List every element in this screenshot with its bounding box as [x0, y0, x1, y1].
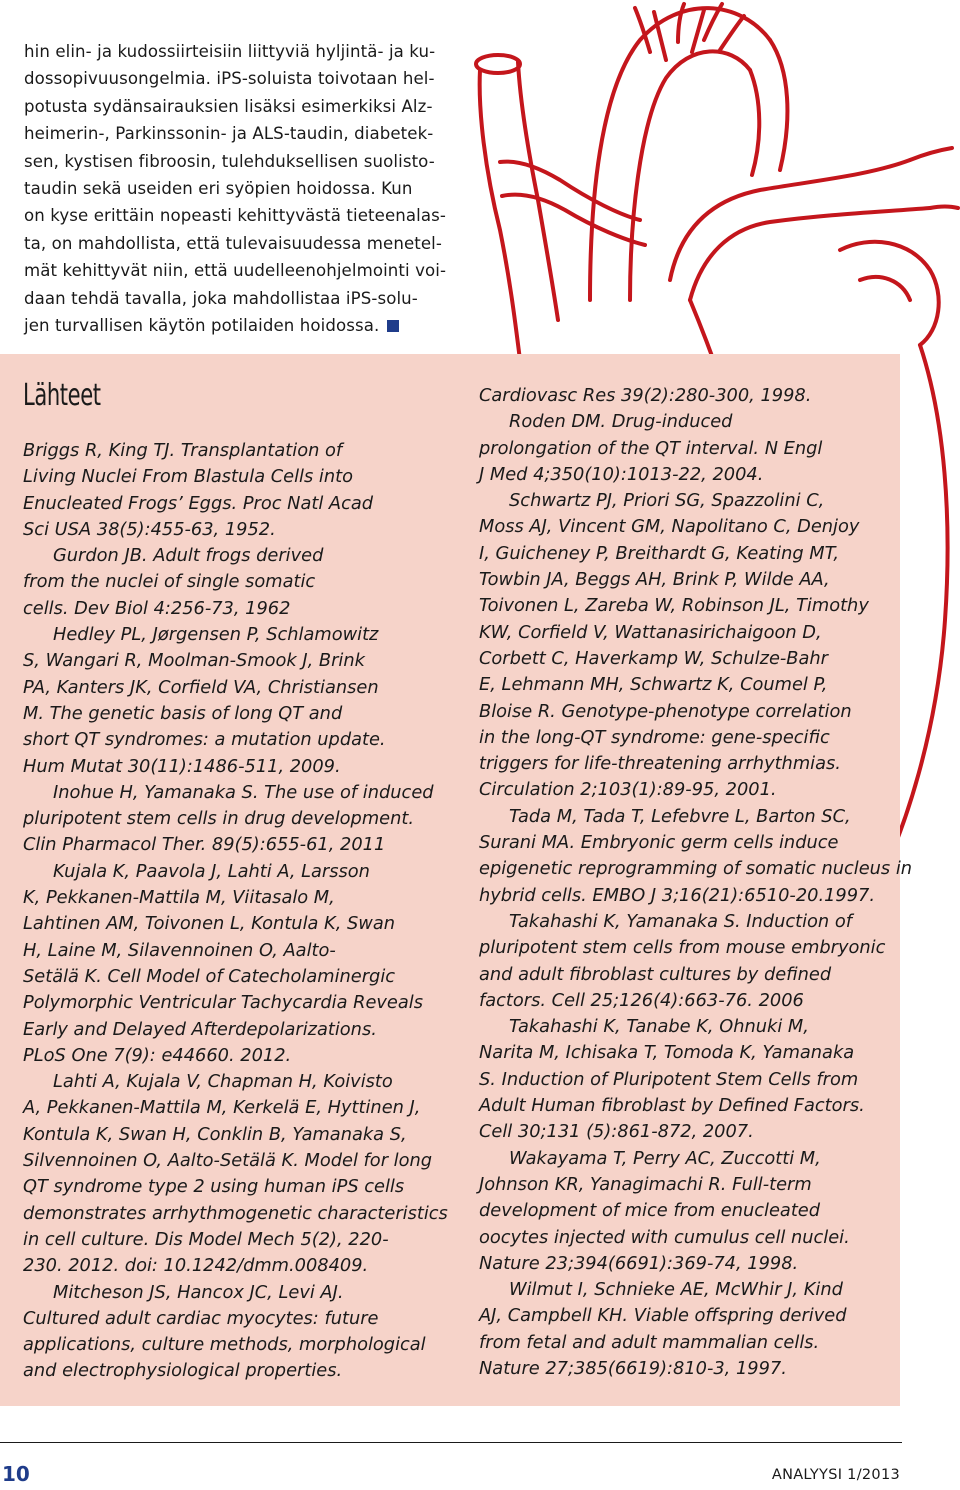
- reference-line: Surani MA. Embryonic germ cells induce: [479, 832, 839, 854]
- reference-line: Towbin JA, Beggs AH, Brink P, Wilde AA,: [479, 569, 830, 591]
- reference-line: Roden DM. Drug-induced: [509, 411, 733, 433]
- reference-line: Cell 30;131 (5):861-872, 2007.: [479, 1121, 754, 1143]
- body-text-line: sen, kystisen fibroosin, tulehduksellisen suolisto-: [24, 151, 435, 171]
- reference-line: H, Laine M, Silavennoinen O, Aalto-: [23, 939, 336, 961]
- square-end-mark: [387, 320, 399, 332]
- body-text-line: potusta sydänsairauksien lisäksi esimerkiksi Alz-: [24, 96, 433, 116]
- reference-line: Polymorphic Ventricular Tachycardia Reveals: [23, 992, 423, 1014]
- reference-line: Cardiovasc Res 39(2):280-300, 1998.: [479, 385, 812, 406]
- reference-line: pluripotent stem cells in drug development.: [23, 808, 414, 830]
- reference-line: Wilmut I, Schnieke AE, McWhir J, Kind: [509, 1279, 843, 1301]
- reference-line: from fetal and adult mammalian cells.: [479, 1331, 820, 1353]
- reference-line: I, Guicheney P, Breithardt G, Keating MT,: [479, 542, 840, 564]
- reference-line: Tada M, Tada T, Lefebvre L, Barton SC,: [509, 805, 851, 827]
- reference-line: Kujala K, Paavola J, Lahti A, Larsson: [53, 860, 370, 882]
- reference-line: Takahashi K, Tanabe K, Ohnuki M,: [509, 1016, 809, 1038]
- reference-line: Cultured adult cardiac myocytes: future: [23, 1307, 379, 1329]
- reference-line: Takahashi K, Yamanaka S. Induction of: [509, 910, 852, 932]
- reference-line: Toivonen L, Zareba W, Robinson JL, Timothy: [479, 595, 869, 617]
- body-text-line: jen turvallisen käytön potilaiden hoidossa.: [24, 312, 444, 339]
- reference-line: Narita M, Ichisaka T, Tomoda K, Yamanaka: [479, 1042, 855, 1064]
- reference-line: Moss AJ, Vincent GM, Napolitano C, Denjoy: [479, 516, 860, 538]
- reference-line: PLoS One 7(9): e44660. 2012.: [23, 1044, 292, 1066]
- reference-line: Bloise R. Genotype-phenotype correlation: [479, 700, 852, 722]
- reference-line: and electrophysiological properties.: [23, 1360, 343, 1382]
- body-text-line: dossopivuusongelmia. iPS-soluista toivotaan hel-: [24, 69, 435, 89]
- footer-rule: [0, 1442, 902, 1443]
- reference-line: hybrid cells. EMBO J 3;16(21):6510-20.1997.: [479, 884, 876, 906]
- reference-line: 230. 2012. doi: 10.1242/dmm.008409.: [23, 1255, 369, 1277]
- body-text: [24, 38, 447, 339]
- reference-line: pluripotent stem cells from mouse embryonic: [479, 937, 886, 959]
- reference-line: Hum Mutat 30(11):1486-511, 2009.: [23, 755, 341, 777]
- reference-line: Johnson KR, Yanagimachi R. Full-term: [479, 1173, 812, 1195]
- reference-line: S, Wangari R, Moolman-Smook J, Brink: [23, 650, 365, 672]
- references-right-column: [479, 383, 912, 1382]
- reference-line: triggers for life-threatening arrhythmias.: [479, 753, 841, 775]
- body-text-line: on kyse erittäin nopeasti kehittyvästä tieteenalas-: [24, 206, 446, 226]
- reference-line: QT syndrome type 2 using human iPS cells: [23, 1176, 405, 1198]
- reference-line: oocytes injected with cumulus cell nuclei.: [479, 1226, 850, 1248]
- reference-line: from the nuclei of single somatic: [23, 571, 316, 593]
- reference-line: in the long-QT syndrome: gene-specific: [479, 726, 830, 748]
- reference-line: prolongation of the QT interval. N Engl: [479, 437, 823, 459]
- reference-line: demonstrates arrhythmogenetic characteristics: [23, 1202, 448, 1224]
- reference-line: Nature 27;385(6619):810-3, 1997.: [479, 1357, 787, 1379]
- reference-line: Silvennoinen O, Aalto-Setälä K. Model for long: [23, 1150, 433, 1172]
- reference-line: E, Lehmann MH, Schwartz K, Coumel P,: [479, 674, 828, 696]
- reference-line: Clin Pharmacol Ther. 89(5):655-61, 2011: [23, 834, 386, 856]
- reference-line: epigenetic reprogramming of somatic nucleus in: [479, 858, 913, 880]
- reference-line: Hedley PL, Jørgensen P, Schlamowitz: [53, 624, 379, 646]
- references-heading: Lähteet: [23, 378, 101, 413]
- body-text-line: mät kehittyvät niin, että uudelleenohjelmointi voi-: [24, 261, 447, 281]
- reference-line: development of mice from enucleated: [479, 1200, 821, 1222]
- reference-line: factors. Cell 25;126(4):663-76. 2006: [479, 989, 804, 1011]
- reference-line: in cell culture. Dis Model Mech 5(2), 220-: [23, 1228, 389, 1250]
- reference-line: Mitcheson JS, Hancox JC, Levi AJ.: [53, 1281, 344, 1303]
- body-text-line: taudin sekä useiden eri syöpien hoidossa. Kun: [24, 179, 413, 199]
- reference-line: Lahti A, Kujala V, Chapman H, Koivisto: [53, 1071, 393, 1093]
- reference-line: Kontula K, Swan H, Conklin B, Yamanaka S,: [23, 1123, 407, 1145]
- reference-line: Wakayama T, Perry AC, Zuccotti M,: [509, 1147, 821, 1169]
- reference-line: A, Pekkanen-Mattila M, Kerkelä E, Hyttinen J,: [23, 1097, 421, 1119]
- reference-line: Lahtinen AM, Toivonen L, Kontula K, Swan: [23, 913, 396, 935]
- body-text-line: hin elin- ja kudossiirteisiin liittyviä hyljintä- ja ku-: [24, 42, 436, 61]
- reference-line: and adult fibroblast cultures by defined: [479, 963, 832, 985]
- reference-line: AJ, Campbell KH. Viable offspring derived: [479, 1305, 847, 1327]
- reference-line: Corbett C, Haverkamp W, Schulze-Bahr: [479, 647, 828, 669]
- body-text-line: heimerin-, Parkinssonin- ja ALS-taudin, diabetek-: [24, 124, 434, 144]
- reference-line: KW, Corfield V, Wattanasirichaigoon D,: [479, 621, 822, 643]
- reference-line: J Med 4;350(10):1013-22, 2004.: [479, 463, 764, 485]
- reference-line: Living Nuclei From Blastula Cells into: [23, 466, 353, 488]
- reference-line: Setälä K. Cell Model of Catecholaminergic: [23, 965, 396, 987]
- reference-line: Nature 23;394(6691):369-74, 1998.: [479, 1252, 799, 1274]
- page-number: 10: [2, 1462, 30, 1486]
- reference-line: S. Induction of Pluripotent Stem Cells from: [479, 1068, 859, 1090]
- reference-line: K, Pekkanen-Mattila M, Viitasalo M,: [23, 887, 335, 909]
- reference-line: short QT syndromes: a mutation update.: [23, 729, 386, 751]
- reference-line: Circulation 2;103(1):89-95, 2001.: [479, 779, 777, 801]
- reference-line: M. The genetic basis of long QT and: [23, 702, 343, 724]
- body-text-line: ta, on mahdollista, että tulevaisuudessa menetel-: [24, 233, 442, 253]
- reference-line: Enucleated Frogs’ Eggs. Proc Natl Acad: [23, 492, 374, 514]
- reference-line: Gurdon JB. Adult frogs derived: [53, 545, 324, 567]
- reference-line: Schwartz PJ, Priori SG, Spazzolini C,: [509, 490, 825, 512]
- reference-line: Inohue H, Yamanaka S. The use of induced: [53, 781, 434, 803]
- references-left-column: [23, 438, 448, 1385]
- reference-line: Briggs R, King TJ. Transplantation of: [23, 440, 343, 461]
- journal-issue: ANALYYSI 1/2013: [771, 1467, 900, 1483]
- reference-line: Adult Human fibroblast by Defined Factors.: [479, 1095, 865, 1117]
- reference-line: PA, Kanters JK, Corfield VA, Christiansen: [23, 676, 379, 698]
- reference-line: Sci USA 38(5):455-63, 1952.: [23, 518, 276, 540]
- reference-line: Early and Delayed Afterdepolarizations.: [23, 1018, 377, 1040]
- reference-line: cells. Dev Biol 4:256-73, 1962: [23, 597, 291, 619]
- reference-line: applications, culture methods, morphological: [23, 1334, 426, 1356]
- body-text-line: daan tehdä tavalla, joka mahdollistaa iPS-solu-: [24, 288, 418, 308]
